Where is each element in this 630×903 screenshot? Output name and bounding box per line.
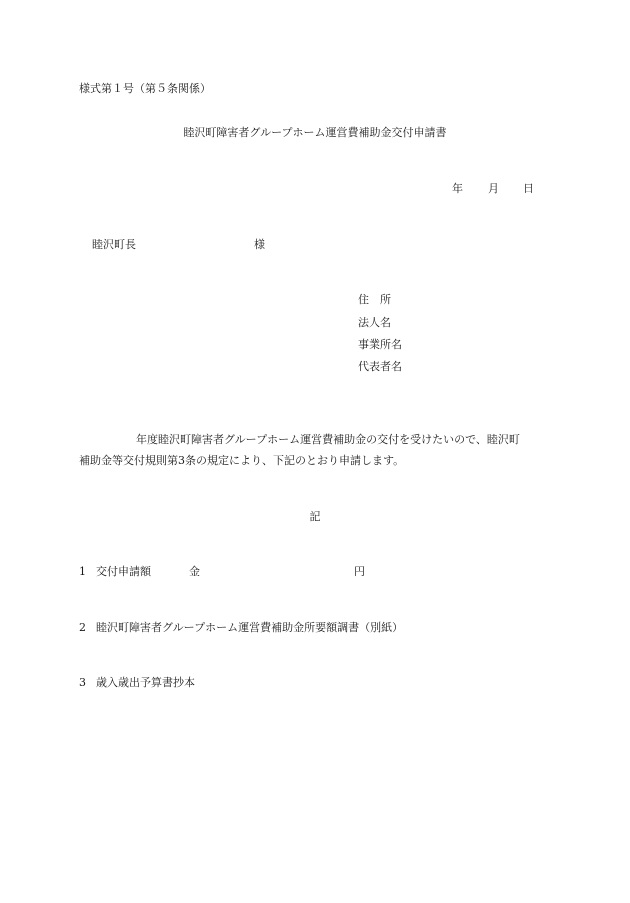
item-2-text: 睦沢町障害者グループホーム運営費補助金所要額調書（別紙） (96, 621, 404, 634)
item-2-number: 2 (79, 621, 86, 634)
date-day-label: 日 (523, 182, 534, 195)
applicant-address-label: 住 所 (358, 293, 391, 306)
applicant-office-label: 事業所名 (358, 338, 402, 351)
applicant-representative-label: 代表者名 (358, 360, 402, 373)
addressee-name: 睦沢町長 (92, 238, 136, 251)
date-month-label: 月 (488, 182, 499, 195)
item-1-text: 交付申請額 (96, 565, 151, 578)
item-1-amount-suffix: 円 (354, 565, 365, 578)
ki-heading: 記 (309, 510, 321, 523)
addressee-honorific: 様 (254, 238, 265, 251)
item-3-number: 3 (79, 676, 86, 689)
applicant-corporation-label: 法人名 (358, 316, 391, 329)
item-1-number: 1 (79, 565, 86, 578)
date-year-label: 年 (452, 182, 463, 195)
document-title: 睦沢町障害者グループホーム運営費補助金交付申請書 (183, 126, 447, 139)
body-text-line-2: 補助金等交付規則第3条の規定により、下記のとおり申請します。 (79, 454, 405, 467)
item-1-amount-prefix: 金 (189, 565, 200, 578)
form-number: 様式第１号（第５条関係） (79, 82, 211, 95)
item-3-text: 歳入歳出予算書抄本 (96, 676, 195, 689)
body-text-line-1: 年度睦沢町障害者グループホーム運営費補助金の交付を受けたいので、睦沢町 (136, 433, 520, 446)
